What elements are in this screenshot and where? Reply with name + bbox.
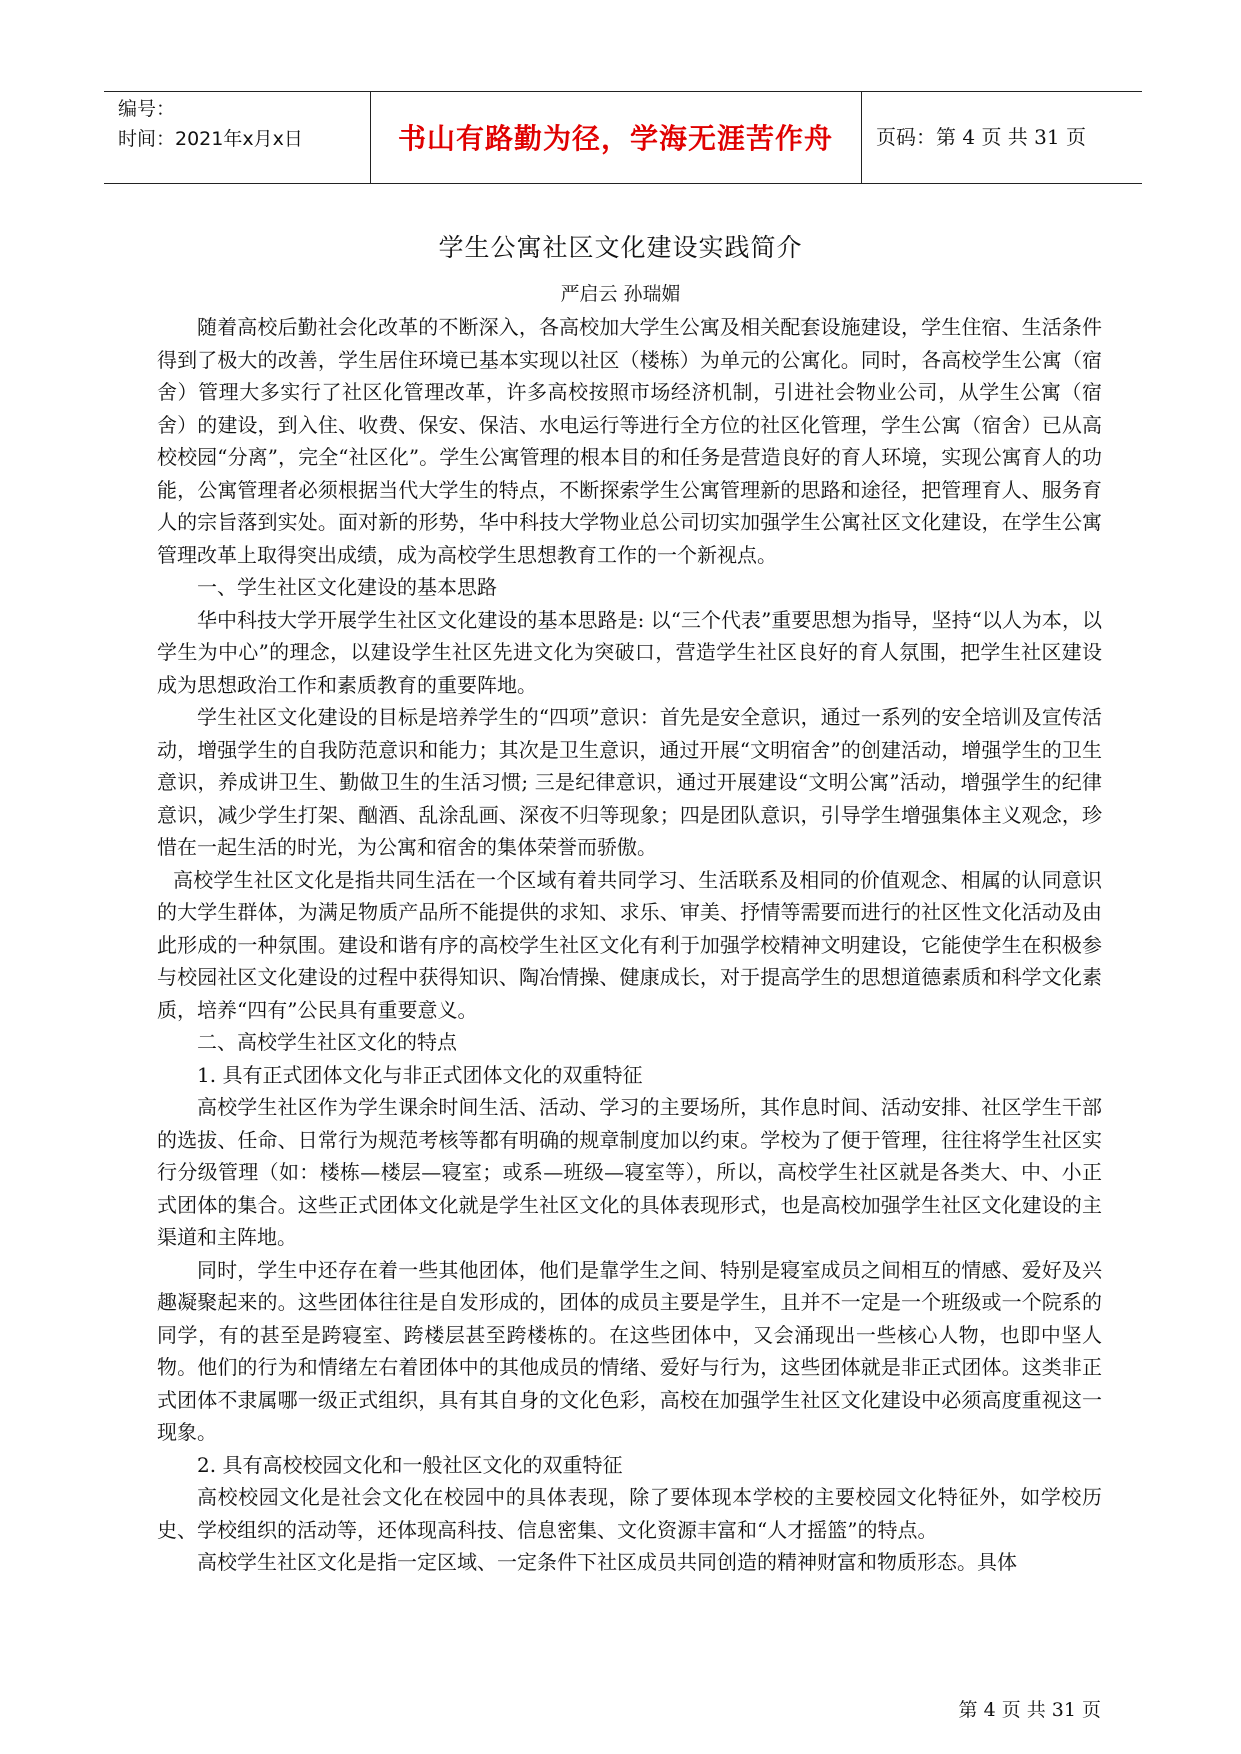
subsection-heading: 1. 具有正式团体文化与非正式团体文化的双重特征 bbox=[197, 1062, 643, 1087]
header-left-block bbox=[118, 94, 303, 154]
subsection-heading: 2. 具有高校校园文化和一般社区文化的双重特征 bbox=[197, 1452, 623, 1477]
time-label: 时间：2021年x月x日 bbox=[118, 128, 303, 150]
header-motto: 书山有路勤为径，学海无涯苦作舟 bbox=[397, 122, 833, 155]
paragraph: 华中科技大学开展学生社区文化建设的基本思路是: 以“三个代表”重要思想为指导，坚持“以人为本，以学生为中心”的理念，以建设学生社区先进文化为突破口，营造学生社区良好的育人氛围，把学生社区建设成为思想政治工作和素质教育的重要阵地。 bbox=[157, 607, 1102, 697]
header-bottom-rule bbox=[104, 183, 1142, 184]
article-title: 学生公寓社区文化建设实践简介 bbox=[438, 233, 803, 262]
paragraph: 同时，学生中还存在着一些其他团体，他们是靠学生之间、特别是寝室成员之间相互的情感、爱好及兴趣凝聚起来的。这些团体往往是自发形成的，团体的成员主要是学生，且并不一定是一个班级或一个院系的同学，有的甚至是跨寝室、跨楼层甚至跨楼栋的。在这些团体中，又会涌现出一些核心人物，也即中坚人物。他们的行为和情绪左右着团体中的其他成员的情绪、爱好与行为，这些团体就是非正式团体。这类非正式团体不隶属哪一级正式组织，具有其自身的文化色彩，高校在加强学生社区文化建设中必须高度重视这一现象。 bbox=[157, 1257, 1102, 1444]
paragraph: 高校学生社区文化是指一定区域、一定条件下社区成员共同创造的精神财富和物质形态。具体 bbox=[197, 1550, 1017, 1574]
paragraph: 随着高校后勤社会化改革的不断深入，各高校加大学生公寓及相关配套设施建设，学生住宿、生活条件得到了极大的改善，学生居住环境已基本实现以社区（楼栋）为单元的公寓化。同时，各高校学生公寓（宿舍）管理大多实行了社区化管理改革，许多高校按照市场经济机制，引进社会物业公司，从学生公寓（宿舍）的建设，到入住、收费、保安、保洁、水电运行等进行全方位的社区化管理，学生公寓（宿舍）已从高校校园“分离”，完全“社区化”。学生公寓管理的根本目的和任务是营造良好的育人环境，实现公寓育人的功能，公寓管理者必须根据当代大学生的特点，不断探索学生公寓管理新的思路和途径，把管理育人、服务育人的宗旨落到实处。面对新的形势，华中科技大学物业总公司切实加强学生公寓社区文化建设，在学生公寓管理改革上取得突出成绩，成为高校学生思想教育工作的一个新视点。 bbox=[157, 315, 1102, 567]
paragraph: 高校校园文化是社会文化在校园中的具体表现，除了要体现本学校的主要校园文化特征外，如学校历史、学校组织的活动等，还体现高科技、信息密集、文化资源丰富和“人才摇篮”的特点。 bbox=[157, 1485, 1102, 1542]
section-heading: 一、学生社区文化建设的基本思路 bbox=[197, 575, 497, 599]
section-heading: 二、高校学生社区文化的特点 bbox=[197, 1030, 457, 1054]
article-body bbox=[157, 311, 1102, 1579]
paragraph: 学生社区文化建设的目标是培养学生的“四项”意识：首先是安全意识，通过一系列的安全培训及宣传活动，增强学生的自我防范意识和能力；其次是卫生意识，通过开展“文明宿舍”的创建活动，增强学生的卫生意识，养成讲卫生、勤做卫生的生活习惯; 三是纪律意识，通过开展建设“文明公寓”活动，增强学生的纪律意识，减少学生打架、酗酒、乱涂乱画、深夜不归等现象；四是团队意识，引导学生增强集体主义观念，珍惜在一起生活的时光，为公寓和宿舍的集体荣誉而骄傲。 bbox=[157, 705, 1102, 859]
article-authors: 严启云 孙瑞媚 bbox=[560, 283, 681, 305]
page-footer: 第 4 页 共 31 页 bbox=[958, 1699, 1101, 1721]
paragraph: 高校学生社区文化是指共同生活在一个区域有着共同学习、生活联系及相同的价值观念、相属的认同意识的大学生群体，为满足物质产品所不能提供的求知、求乐、审美、抒情等需要而进行的社区性文化活动及由此形成的一种氛围。建设和谐有序的高校学生社区文化有利于加强学校精神文明建设，它能使学生在积极参与校园社区文化建设的过程中获得知识、陶冶情操、健康成长，对于提高学生的思想道德素质和科学文化素质，培养“四有”公民具有重要意义。 bbox=[157, 867, 1102, 1022]
paragraph: 高校学生社区作为学生课余时间生活、活动、学习的主要场所，其作息时间、活动安排、社区学生干部的选拔、任命、日常行为规范考核等都有明确的规章制度加以约束。学校为了便于管理，往往将学生社区实行分级管理（如：楼栋—楼层—寝室；或系—班级—寝室等），所以，高校学生社区就是各类大、中、小正式团体的集合。这些正式团体文化就是学生社区文化的具体表现形式，也是高校加强学生社区文化建设的主渠道和主阵地。 bbox=[157, 1095, 1102, 1249]
number-label: 编号： bbox=[118, 98, 176, 120]
header-page-label: 页码：第 4 页 共 31 页 bbox=[876, 125, 1086, 149]
header-divider-right bbox=[861, 91, 862, 183]
